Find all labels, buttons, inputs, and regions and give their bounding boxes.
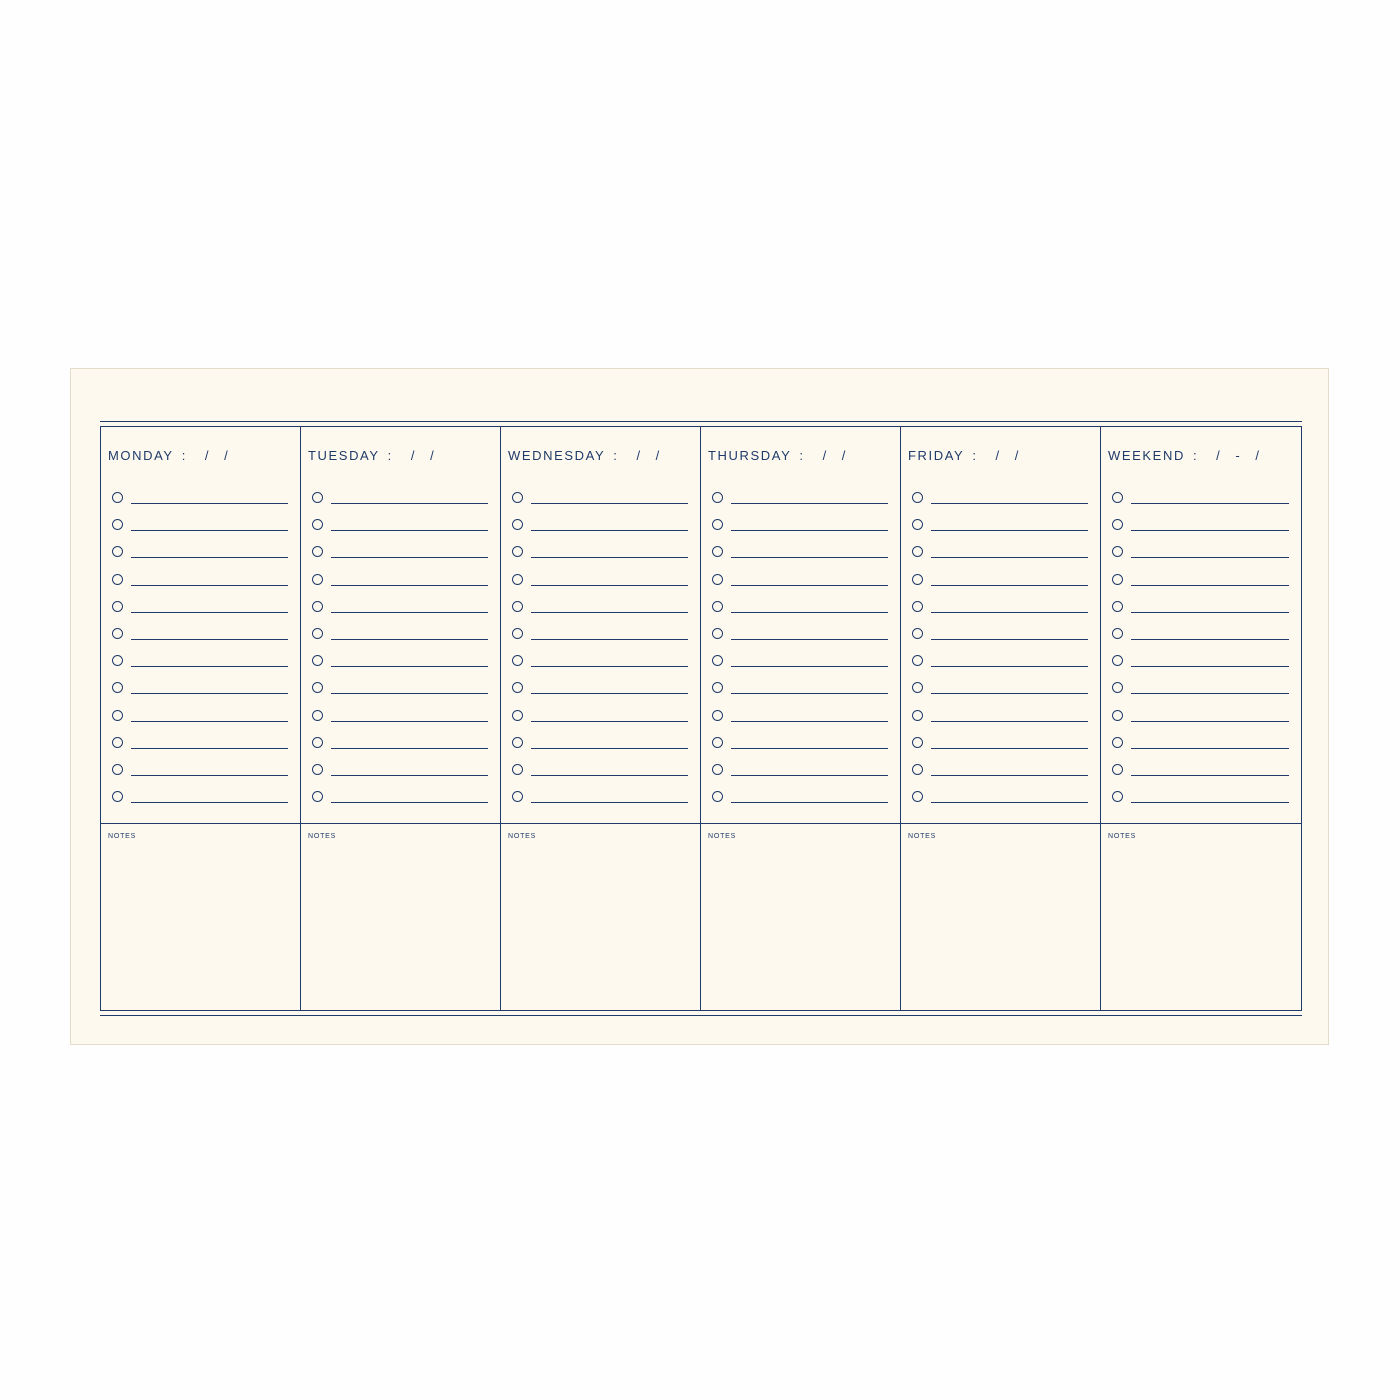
task-line[interactable] xyxy=(931,530,1088,531)
task-row xyxy=(312,593,488,620)
task-line[interactable] xyxy=(731,775,888,776)
task-checkbox[interactable] xyxy=(712,791,723,802)
task-checkbox[interactable] xyxy=(312,574,323,585)
task-row xyxy=(912,756,1088,783)
task-line[interactable] xyxy=(731,503,888,504)
week-grid xyxy=(100,426,1302,1011)
day-colon: : xyxy=(387,448,393,463)
task-row xyxy=(712,566,888,593)
task-row xyxy=(912,783,1088,810)
task-checkbox[interactable] xyxy=(312,519,323,530)
task-line[interactable] xyxy=(131,721,288,722)
task-checkbox[interactable] xyxy=(912,546,923,557)
day-header xyxy=(308,448,492,463)
task-checkbox[interactable] xyxy=(512,791,523,802)
task-row xyxy=(712,484,888,511)
task-checkbox[interactable] xyxy=(312,764,323,775)
day-name: WEEKEND xyxy=(1108,448,1185,463)
task-line[interactable] xyxy=(331,802,488,803)
task-row xyxy=(1112,620,1289,647)
task-line[interactable] xyxy=(531,693,688,694)
notes-box-monday[interactable] xyxy=(101,824,301,1010)
date-field[interactable]: / - / xyxy=(1216,448,1264,463)
task-line[interactable] xyxy=(931,639,1088,640)
task-row xyxy=(712,593,888,620)
task-line[interactable] xyxy=(931,748,1088,749)
task-line[interactable] xyxy=(731,612,888,613)
day-colon: : xyxy=(181,448,187,463)
task-checkbox[interactable] xyxy=(912,655,923,666)
task-line[interactable] xyxy=(1131,693,1289,694)
task-checkbox[interactable] xyxy=(312,546,323,557)
task-row xyxy=(112,593,288,620)
notes-box-tuesday[interactable] xyxy=(301,824,501,1010)
task-line[interactable] xyxy=(931,802,1088,803)
task-list xyxy=(1112,484,1289,810)
task-line[interactable] xyxy=(731,693,888,694)
task-row xyxy=(1112,511,1289,538)
notes-label: NOTES xyxy=(108,833,137,840)
task-checkbox[interactable] xyxy=(112,574,123,585)
task-line[interactable] xyxy=(731,530,888,531)
task-checkbox[interactable] xyxy=(512,737,523,748)
task-line[interactable] xyxy=(131,585,288,586)
task-row xyxy=(912,620,1088,647)
task-checkbox[interactable] xyxy=(312,682,323,693)
task-line[interactable] xyxy=(1131,721,1289,722)
date-field[interactable]: / / xyxy=(822,448,851,463)
notes-box-weekend[interactable] xyxy=(1101,824,1301,1010)
task-checkbox[interactable] xyxy=(912,764,923,775)
day-header xyxy=(108,448,292,463)
task-line[interactable] xyxy=(931,557,1088,558)
task-row xyxy=(112,484,288,511)
task-row xyxy=(312,511,488,538)
notes-label: NOTES xyxy=(908,833,937,840)
task-checkbox[interactable] xyxy=(112,492,123,503)
task-line[interactable] xyxy=(331,557,488,558)
task-line[interactable] xyxy=(331,748,488,749)
task-line[interactable] xyxy=(331,639,488,640)
task-checkbox[interactable] xyxy=(112,682,123,693)
task-checkbox[interactable] xyxy=(1112,519,1123,530)
task-checkbox[interactable] xyxy=(912,574,923,585)
task-checkbox[interactable] xyxy=(712,574,723,585)
task-row xyxy=(912,566,1088,593)
task-checkbox[interactable] xyxy=(312,628,323,639)
task-row xyxy=(1112,538,1289,565)
task-line[interactable] xyxy=(931,721,1088,722)
task-line[interactable] xyxy=(731,639,888,640)
task-checkbox[interactable] xyxy=(912,682,923,693)
task-line[interactable] xyxy=(731,557,888,558)
task-checkbox[interactable] xyxy=(112,710,123,721)
task-line[interactable] xyxy=(1131,557,1289,558)
task-line[interactable] xyxy=(731,585,888,586)
task-line[interactable] xyxy=(331,693,488,694)
notes-box-wednesday[interactable] xyxy=(501,824,701,1010)
task-row xyxy=(112,647,288,674)
task-checkbox[interactable] xyxy=(312,601,323,612)
day-name: MONDAY xyxy=(108,448,174,463)
day-column-friday xyxy=(901,427,1101,824)
task-line[interactable] xyxy=(331,612,488,613)
task-line[interactable] xyxy=(331,530,488,531)
task-checkbox[interactable] xyxy=(912,628,923,639)
task-checkbox[interactable] xyxy=(512,764,523,775)
task-line[interactable] xyxy=(131,802,288,803)
task-row xyxy=(1112,756,1289,783)
task-checkbox[interactable] xyxy=(712,601,723,612)
task-checkbox[interactable] xyxy=(312,655,323,666)
date-field[interactable]: / / xyxy=(636,448,665,463)
day-column-tuesday xyxy=(301,427,501,824)
day-colon: : xyxy=(799,448,805,463)
task-row xyxy=(912,729,1088,756)
task-checkbox[interactable] xyxy=(712,519,723,530)
task-row xyxy=(712,620,888,647)
task-line[interactable] xyxy=(731,721,888,722)
date-field[interactable]: / / xyxy=(995,448,1024,463)
task-list xyxy=(712,484,888,810)
task-row xyxy=(1112,647,1289,674)
task-row xyxy=(1112,783,1289,810)
task-checkbox[interactable] xyxy=(312,737,323,748)
task-row xyxy=(712,647,888,674)
task-line[interactable] xyxy=(331,775,488,776)
task-checkbox[interactable] xyxy=(712,682,723,693)
task-row xyxy=(712,729,888,756)
date-field[interactable]: / / xyxy=(410,448,439,463)
task-line[interactable] xyxy=(1131,639,1289,640)
task-line[interactable] xyxy=(531,775,688,776)
task-row xyxy=(312,783,488,810)
day-colon: : xyxy=(1192,448,1199,463)
task-row xyxy=(112,620,288,647)
day-header xyxy=(908,448,1092,463)
task-line[interactable] xyxy=(1131,612,1289,613)
day-column-wednesday xyxy=(501,427,701,824)
task-line[interactable] xyxy=(731,666,888,667)
task-line[interactable] xyxy=(131,612,288,613)
task-line[interactable] xyxy=(131,693,288,694)
task-line[interactable] xyxy=(531,639,688,640)
task-row xyxy=(1112,566,1289,593)
task-row xyxy=(912,647,1088,674)
task-line[interactable] xyxy=(531,503,688,504)
task-checkbox[interactable] xyxy=(712,737,723,748)
notes-box-thursday[interactable] xyxy=(701,824,901,1010)
task-row xyxy=(512,674,688,701)
day-name: TUESDAY xyxy=(308,448,380,463)
task-checkbox[interactable] xyxy=(512,574,523,585)
task-row xyxy=(312,566,488,593)
task-line[interactable] xyxy=(131,557,288,558)
task-row xyxy=(512,593,688,620)
task-list xyxy=(312,484,488,810)
task-row xyxy=(112,674,288,701)
task-checkbox[interactable] xyxy=(112,628,123,639)
top-rule xyxy=(100,421,1302,422)
task-checkbox[interactable] xyxy=(512,710,523,721)
task-row xyxy=(512,756,688,783)
notes-box-friday[interactable] xyxy=(901,824,1101,1010)
day-header xyxy=(508,448,692,463)
task-checkbox[interactable] xyxy=(1112,710,1123,721)
task-checkbox[interactable] xyxy=(312,791,323,802)
task-checkbox[interactable] xyxy=(112,546,123,557)
task-line[interactable] xyxy=(131,666,288,667)
task-row xyxy=(1112,674,1289,701)
task-line[interactable] xyxy=(131,748,288,749)
task-row xyxy=(712,538,888,565)
day-column-monday xyxy=(101,427,301,824)
task-line[interactable] xyxy=(131,639,288,640)
task-row xyxy=(312,756,488,783)
task-line[interactable] xyxy=(531,721,688,722)
task-row xyxy=(712,511,888,538)
task-row xyxy=(112,538,288,565)
task-row xyxy=(512,647,688,674)
task-line[interactable] xyxy=(931,585,1088,586)
task-row xyxy=(512,729,688,756)
task-checkbox[interactable] xyxy=(312,710,323,721)
task-line[interactable] xyxy=(1131,775,1289,776)
task-row xyxy=(512,566,688,593)
day-colon: : xyxy=(972,448,978,463)
task-checkbox[interactable] xyxy=(512,682,523,693)
task-checkbox[interactable] xyxy=(912,601,923,612)
planner-sheet xyxy=(70,368,1329,1045)
day-header xyxy=(708,448,892,463)
task-row xyxy=(512,702,688,729)
task-checkbox[interactable] xyxy=(512,519,523,530)
task-line[interactable] xyxy=(931,666,1088,667)
task-checkbox[interactable] xyxy=(712,628,723,639)
task-row xyxy=(112,756,288,783)
task-checkbox[interactable] xyxy=(512,546,523,557)
task-checkbox[interactable] xyxy=(112,655,123,666)
task-checkbox[interactable] xyxy=(112,519,123,530)
task-line[interactable] xyxy=(1131,748,1289,749)
task-row xyxy=(1112,593,1289,620)
task-checkbox[interactable] xyxy=(112,791,123,802)
task-line[interactable] xyxy=(331,721,488,722)
task-row xyxy=(512,484,688,511)
task-checkbox[interactable] xyxy=(912,791,923,802)
task-checkbox[interactable] xyxy=(512,601,523,612)
task-row xyxy=(112,729,288,756)
task-line[interactable] xyxy=(131,775,288,776)
task-line[interactable] xyxy=(531,612,688,613)
task-row xyxy=(1112,484,1289,511)
task-row xyxy=(712,783,888,810)
task-row xyxy=(512,538,688,565)
task-line[interactable] xyxy=(331,503,488,504)
day-header xyxy=(1108,448,1293,463)
task-line[interactable] xyxy=(931,775,1088,776)
task-checkbox[interactable] xyxy=(112,601,123,612)
task-row xyxy=(512,511,688,538)
task-line[interactable] xyxy=(1131,666,1289,667)
task-row xyxy=(312,674,488,701)
task-row xyxy=(112,783,288,810)
task-line[interactable] xyxy=(531,666,688,667)
task-checkbox[interactable] xyxy=(112,737,123,748)
task-row xyxy=(312,484,488,511)
task-line[interactable] xyxy=(331,585,488,586)
task-checkbox[interactable] xyxy=(1112,655,1123,666)
task-checkbox[interactable] xyxy=(512,492,523,503)
task-line[interactable] xyxy=(131,503,288,504)
task-row xyxy=(312,729,488,756)
task-line[interactable] xyxy=(531,530,688,531)
notes-label: NOTES xyxy=(708,833,737,840)
day-name: FRIDAY xyxy=(908,448,965,463)
task-line[interactable] xyxy=(531,585,688,586)
task-checkbox[interactable] xyxy=(1112,601,1123,612)
day-colon: : xyxy=(613,448,619,463)
task-checkbox[interactable] xyxy=(512,655,523,666)
task-line[interactable] xyxy=(731,802,888,803)
notes-label: NOTES xyxy=(308,833,337,840)
bottom-rule xyxy=(100,1015,1302,1016)
task-row xyxy=(1112,729,1289,756)
task-row xyxy=(912,593,1088,620)
task-row xyxy=(912,538,1088,565)
day-name: THURSDAY xyxy=(708,448,792,463)
task-checkbox[interactable] xyxy=(912,737,923,748)
day-column-thursday xyxy=(701,427,901,824)
task-checkbox[interactable] xyxy=(1112,492,1123,503)
task-row xyxy=(512,783,688,810)
task-checkbox[interactable] xyxy=(712,764,723,775)
task-checkbox[interactable] xyxy=(1112,628,1123,639)
task-row xyxy=(712,756,888,783)
task-row xyxy=(712,702,888,729)
task-checkbox[interactable] xyxy=(112,764,123,775)
task-line[interactable] xyxy=(1131,585,1289,586)
task-list xyxy=(512,484,688,810)
task-checkbox[interactable] xyxy=(1112,764,1123,775)
date-field[interactable]: / / xyxy=(204,448,233,463)
task-checkbox[interactable] xyxy=(912,519,923,530)
task-row xyxy=(912,702,1088,729)
task-line[interactable] xyxy=(531,557,688,558)
task-line[interactable] xyxy=(531,802,688,803)
task-list xyxy=(912,484,1088,810)
task-checkbox[interactable] xyxy=(1112,682,1123,693)
task-line[interactable] xyxy=(931,612,1088,613)
task-checkbox[interactable] xyxy=(712,710,723,721)
task-line[interactable] xyxy=(931,503,1088,504)
notes-label: NOTES xyxy=(508,833,537,840)
task-checkbox[interactable] xyxy=(1112,737,1123,748)
day-name: WEDNESDAY xyxy=(508,448,606,463)
task-line[interactable] xyxy=(1131,530,1289,531)
task-line[interactable] xyxy=(331,666,488,667)
task-row xyxy=(912,484,1088,511)
task-line[interactable] xyxy=(1131,802,1289,803)
task-row xyxy=(912,674,1088,701)
task-row xyxy=(912,511,1088,538)
task-row xyxy=(312,620,488,647)
task-line[interactable] xyxy=(1131,503,1289,504)
task-checkbox[interactable] xyxy=(712,492,723,503)
task-row xyxy=(112,702,288,729)
task-checkbox[interactable] xyxy=(512,628,523,639)
task-row xyxy=(312,647,488,674)
task-checkbox[interactable] xyxy=(1112,791,1123,802)
task-line[interactable] xyxy=(731,748,888,749)
notes-label: NOTES xyxy=(1108,833,1137,840)
task-checkbox[interactable] xyxy=(712,546,723,557)
task-line[interactable] xyxy=(931,693,1088,694)
task-checkbox[interactable] xyxy=(312,492,323,503)
task-line[interactable] xyxy=(131,530,288,531)
task-row xyxy=(712,674,888,701)
task-row xyxy=(112,566,288,593)
task-checkbox[interactable] xyxy=(712,655,723,666)
task-row xyxy=(1112,702,1289,729)
task-row xyxy=(312,538,488,565)
task-row xyxy=(312,702,488,729)
task-checkbox[interactable] xyxy=(912,492,923,503)
task-list xyxy=(112,484,288,810)
task-checkbox[interactable] xyxy=(912,710,923,721)
day-column-weekend xyxy=(1101,427,1301,824)
task-line[interactable] xyxy=(531,748,688,749)
task-checkbox[interactable] xyxy=(1112,546,1123,557)
task-checkbox[interactable] xyxy=(1112,574,1123,585)
task-row xyxy=(512,620,688,647)
task-row xyxy=(112,511,288,538)
